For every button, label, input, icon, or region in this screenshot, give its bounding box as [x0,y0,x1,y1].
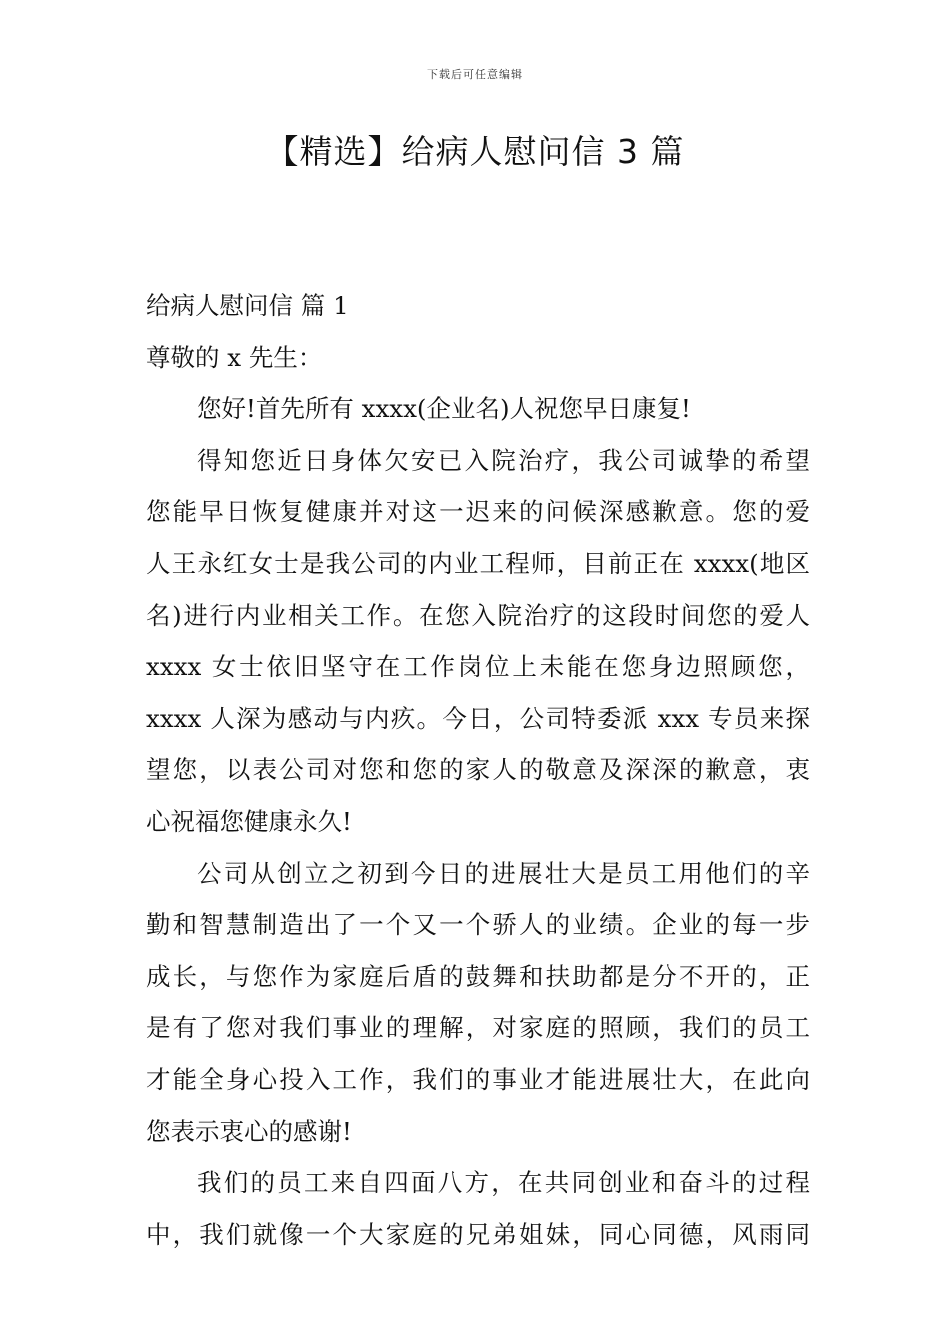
body-line: 中，我们就像一个大家庭的兄弟姐妹，同心同德，风雨同 [146,1219,810,1249]
body-line: 人王永红女士是我公司的内业工程师，目前正在 xxxx(地区 [146,548,810,578]
body-line: 您能早日恢复健康并对这一迟来的问候深感歉意。您的爱 [146,497,810,527]
body-line: 望您，以表公司对您和您的家人的敬意及深深的歉意，衷 [146,755,810,785]
body-line: 您好!首先所有 xxxx(企业名)人祝您早日康复! [197,394,691,424]
body-line: 公司从创立之初到今日的进展壮大是员工用他们的辛 [197,858,810,888]
document-body [146,280,810,1260]
body-line: 尊敬的 x 先生： [146,342,323,372]
body-line: 勤和智慧制造出了一个又一个骄人的业绩。企业的每一步 [146,910,810,940]
document-title: 【精选】给病人慰问信 3 篇 [265,132,685,171]
body-line: 才能全身心投入工作，我们的事业才能进展壮大，在此向 [146,1064,810,1094]
body-line: 您表示衷心的感谢! [146,1116,352,1146]
body-line: 我们的员工来自四面八方，在共同创业和奋斗的过程 [197,1168,810,1198]
body-line: 名)进行内业相关工作。在您入院治疗的这段时间您的爱人 [146,600,810,630]
header-note: 下载后可任意编辑 [427,68,523,81]
body-line: 成长，与您作为家庭后盾的鼓舞和扶助都是分不开的，正 [146,961,810,991]
body-line: xxxx 人深为感动与内疚。今日，公司特委派 xxx 专员来探 [146,703,810,733]
body-line: 给病人慰问信 篇 1 [146,291,349,320]
body-line: xxxx 女士依旧坚守在工作岗位上未能在您身边照顾您， [146,652,810,682]
body-line: 心祝福您健康永久! [146,806,352,836]
body-line: 得知您近日身体欠安已入院治疗，我公司诚挚的希望 [197,445,810,475]
body-line: 是有了您对我们事业的理解，对家庭的照顾，我们的员工 [146,1013,810,1043]
